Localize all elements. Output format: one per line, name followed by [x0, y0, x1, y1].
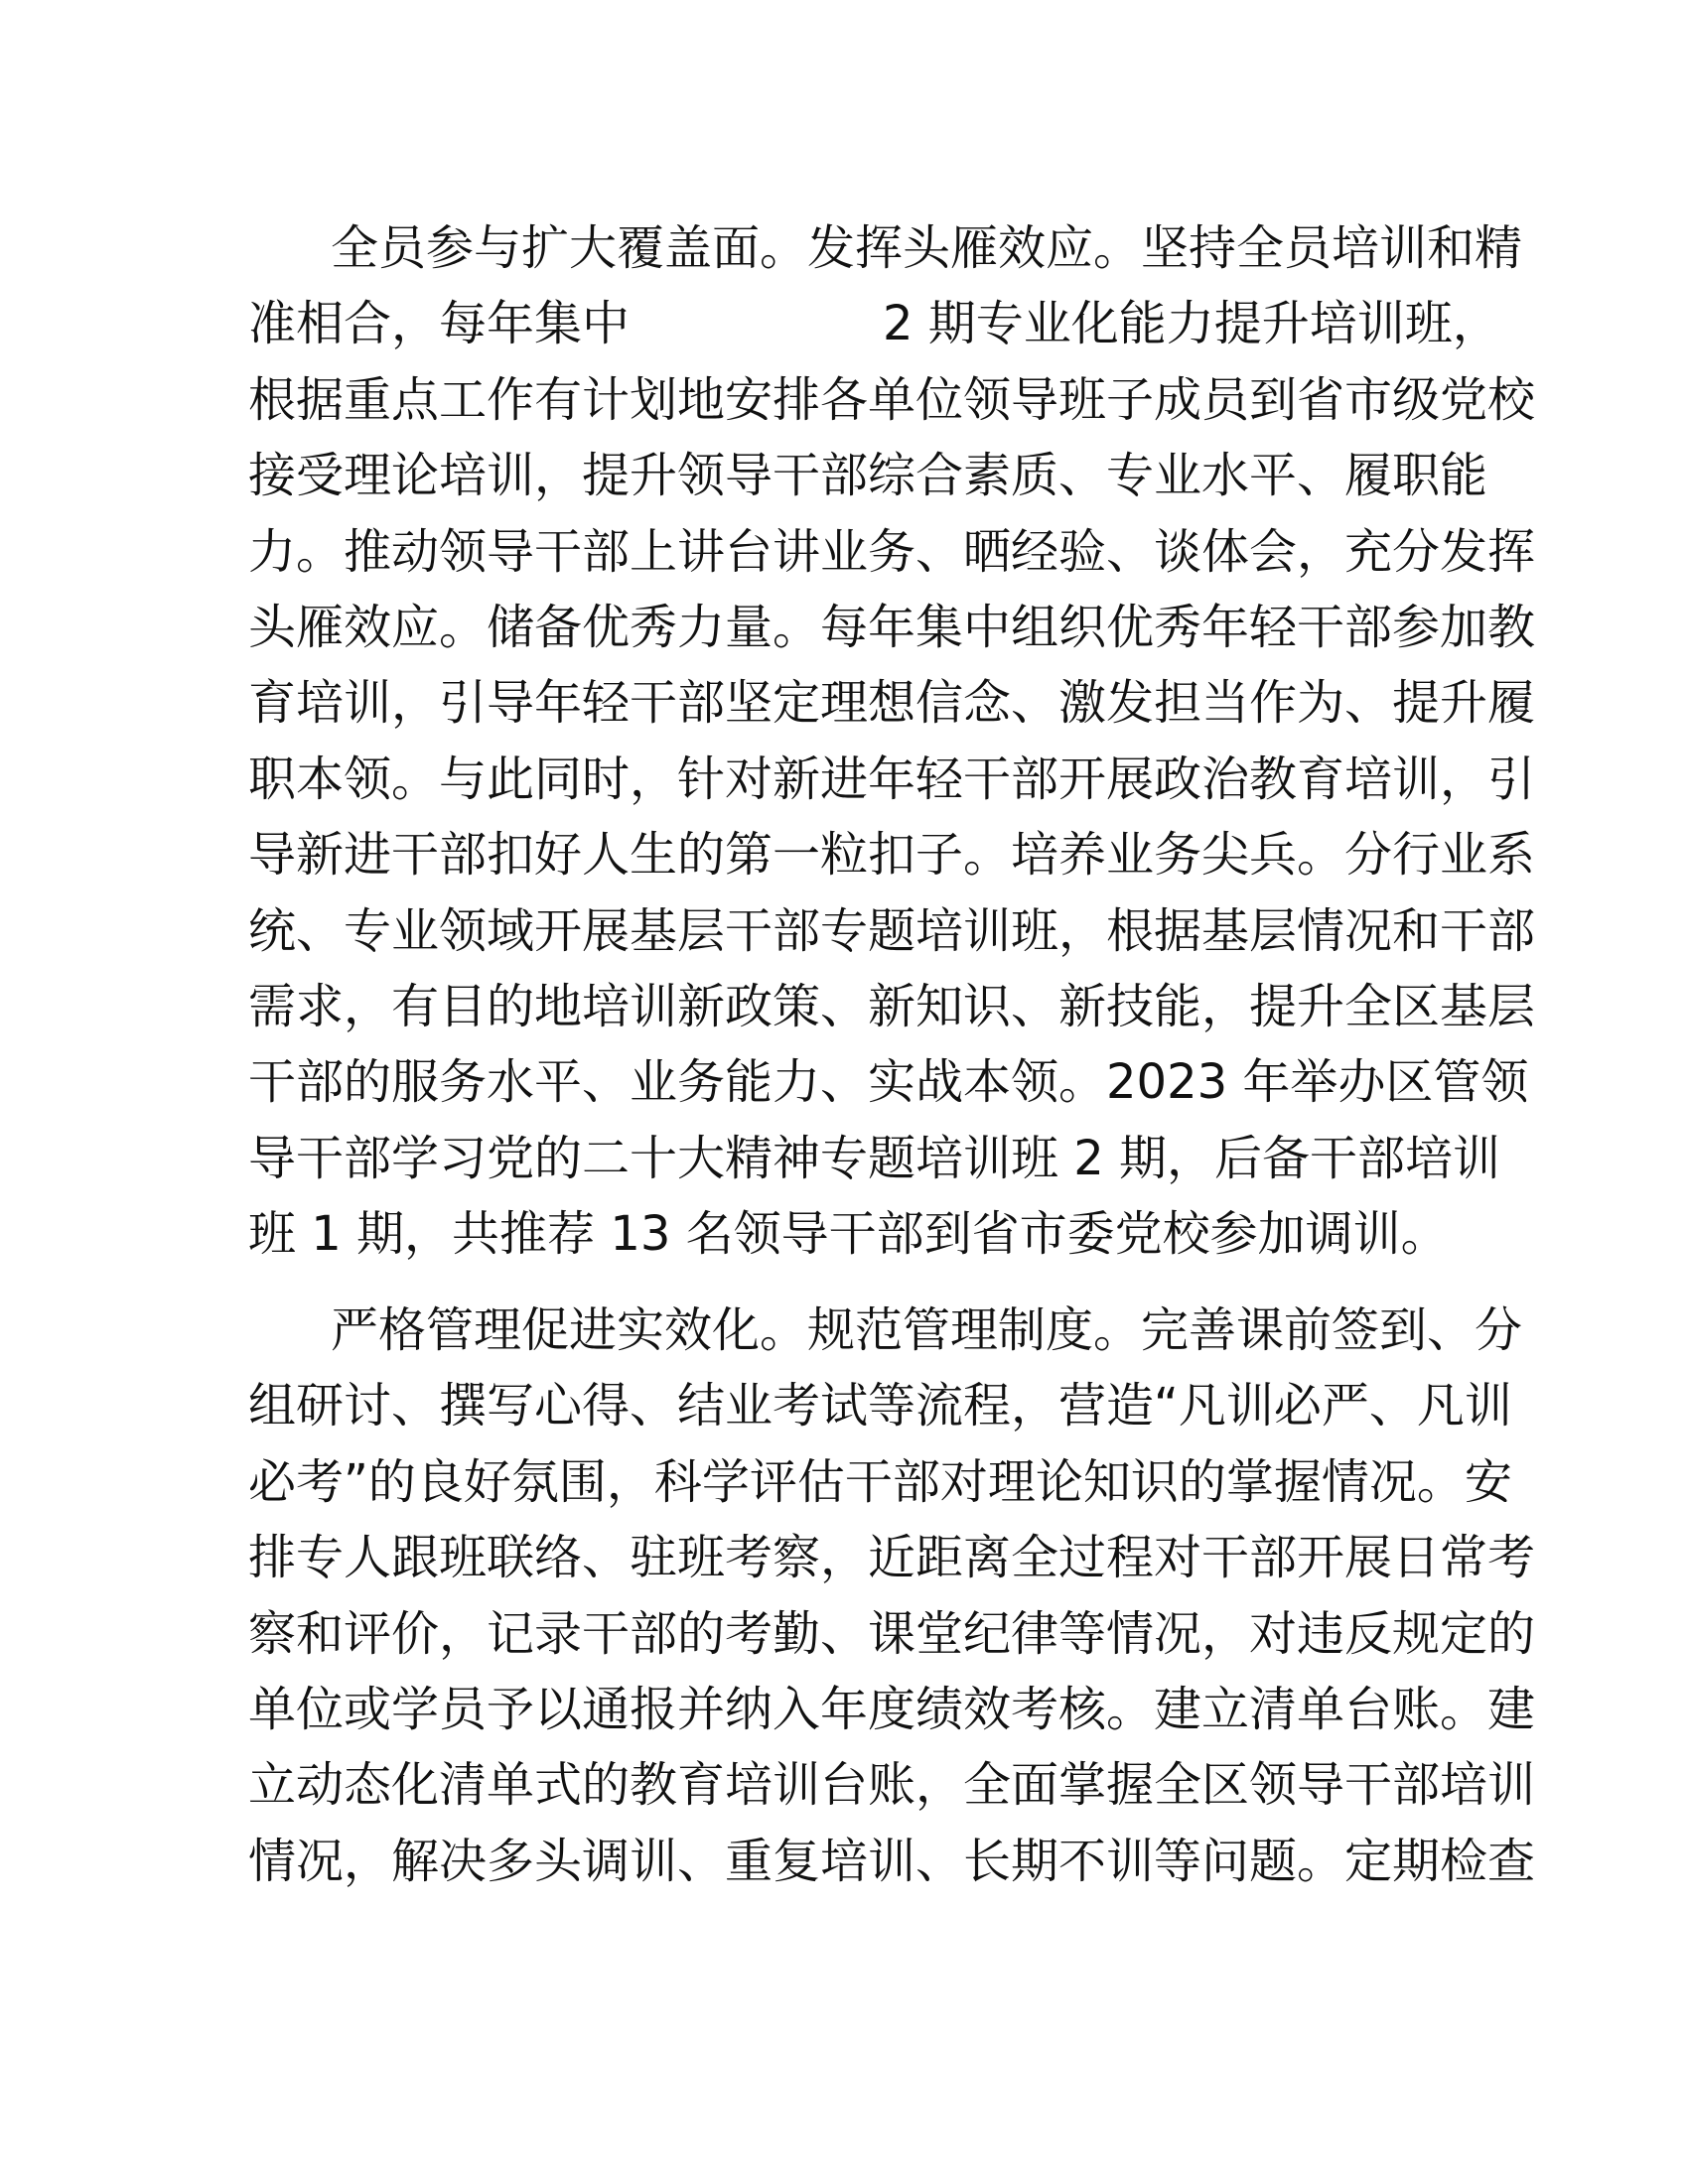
text-line: 导新进干部扣好人生的第一粒扣子。培养业务尖兵。分行业系 [248, 827, 1536, 884]
paragraph-training-coverage [248, 210, 1536, 1272]
text-line: 育培训，引导年轻干部坚定理想信念、激发担当作为、提升履 [248, 675, 1536, 732]
text-line: 全员参与扩大覆盖面。发挥头雁效应。坚持全员培训和精 [331, 220, 1523, 276]
text-line: 需求，有目的地培训新政策、新知识、新技能，提升全区基层 [248, 978, 1536, 1034]
paragraph-strict-management [248, 1293, 1536, 1899]
text-segment: 2 期专业化能力提升培训班， [883, 296, 1500, 352]
text-line: 干部的服务水平、业务能力、实战本领。2023 年举办区管领 [248, 1054, 1529, 1111]
text-line: 头雁效应。储备优秀力量。每年集中组织优秀年轻干部参加教 [248, 599, 1536, 655]
text-line: 严格管理促进实效化。规范管理制度。完善课前签到、分 [331, 1302, 1523, 1358]
text-line: 情况，解决多头调训、重复培训、长期不训等问题。定期检查 [248, 1833, 1536, 1889]
text-line: 力。推动领导干部上讲台讲业务、晒经验、谈体会，充分发挥 [248, 523, 1536, 580]
text-line: 职本领。与此同时，针对新进年轻干部开展政治教育培训，引 [248, 751, 1536, 807]
text-line: 班 1 期，共推荐 13 名领导干部到省市委党校参加调训。 [248, 1206, 1449, 1263]
text-line [248, 286, 1500, 361]
text-line: 排专人跟班联络、驻班考察，近距离全过程对干部开展日常考 [248, 1530, 1536, 1586]
text-line: 根据重点工作有计划地安排各单位领导班子成员到省市级党校 [248, 371, 1536, 428]
text-line: 接受理论培训，提升领导干部综合素质、专业水平、履职能 [248, 448, 1488, 504]
text-line: 单位或学员予以通报并纳入年度绩效考核。建立清单台账。建 [248, 1681, 1536, 1737]
text-line: 导干部学习党的二十大精神专题培训班 2 期，后备干部培训 [248, 1130, 1501, 1186]
text-line: 立动态化清单式的教育培训台账，全面掌握全区领导干部培训 [248, 1757, 1536, 1814]
text-segment: 准相合，每年集中 [248, 296, 631, 352]
text-line: 统、专业领域开展基层干部专题培训班，根据基层情况和干部 [248, 902, 1536, 959]
text-line: 组研讨、撰写心得、结业考试等流程，营造“凡训必严、凡训 [248, 1378, 1512, 1434]
text-line: 察和评价，记录干部的考勤、课堂纪律等情况，对违反规定的 [248, 1605, 1536, 1662]
text-line: 必考”的良好氛围，科学评估干部对理论知识的掌握情况。安 [248, 1453, 1512, 1510]
